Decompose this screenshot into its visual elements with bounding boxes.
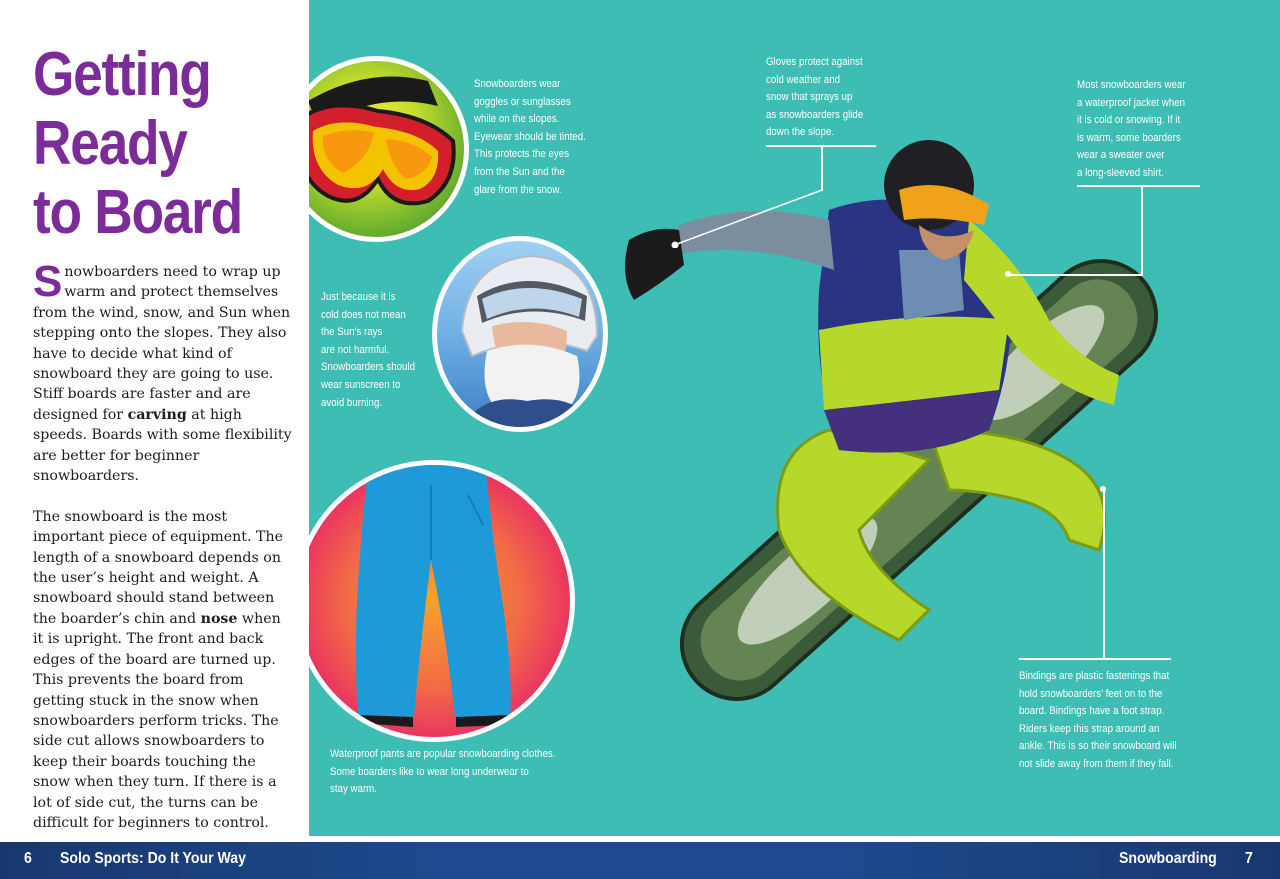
page-footer	[0, 836, 1280, 879]
left-page-number: 6	[24, 850, 32, 867]
pants-illustration	[309, 465, 575, 742]
caption-goggles-line: while on the slopes.	[474, 113, 560, 126]
right-page-number: 7	[1245, 850, 1253, 867]
caption-pants-line: Waterproof pants are popular snowboarding clothes.	[330, 748, 556, 760]
leader-dot-bindings	[1100, 486, 1106, 492]
title-line-1: Getting	[33, 40, 211, 109]
pants-photo-circle	[309, 460, 575, 742]
caption-pants-line: stay warm.	[330, 783, 377, 796]
caption-sunscreen-line: Snowboarders should	[321, 361, 415, 374]
leader-line-gloves-diagonal	[669, 188, 824, 248]
caption-sunscreen-line: cold does not mean	[321, 308, 406, 321]
caption-goggles-line: Snowboarders wear	[474, 78, 561, 90]
leader-line-jacket	[1141, 186, 1143, 276]
title-line-2: Ready	[33, 109, 187, 178]
caption-goggles	[474, 76, 586, 199]
caption-gloves-line: snow that sprays up	[766, 91, 853, 104]
caption-gloves-line: as snowboarders glide	[766, 108, 864, 121]
caption-jacket-line: a long-sleeved shirt.	[1077, 166, 1164, 179]
series-title: Solo Sports: Do It Your Way	[60, 850, 246, 867]
body-text	[33, 257, 295, 854]
caption-bindings-rule	[1019, 658, 1171, 660]
book-title: Snowboarding	[1119, 850, 1217, 867]
paragraph-2	[33, 507, 295, 834]
caption-goggles-line: from the Sun and the	[474, 165, 565, 178]
paragraph-1-text-a: nowboarders need to wrap up warm and protect themselves from the wind, snow, and Sun when stepping onto the slopes. They also have to decide what kind of snowboard they are going to use. Stiff boards are faster and are designed for	[33, 264, 291, 423]
snowboarder-face-illustration	[437, 241, 608, 432]
goggles-illustration	[309, 61, 469, 242]
caption-sunscreen-line: avoid burning.	[321, 396, 383, 409]
caption-pants-line: Some boarders like to wear long underwear to	[330, 765, 529, 778]
leader-line-gloves	[821, 146, 823, 191]
caption-bindings-line: Bindings are plastic fastenings that	[1019, 670, 1170, 682]
caption-gloves-line: Gloves protect against	[766, 56, 863, 68]
leader-line-bindings	[1103, 490, 1105, 660]
caption-sunscreen-line: wear sunscreen to	[321, 378, 401, 391]
caption-sunscreen-line: the Sun’s rays	[321, 326, 383, 339]
leader-line-jacket-horizontal	[1009, 274, 1142, 276]
caption-jacket-line: is warm, some boarders	[1077, 131, 1181, 144]
sunscreen-photo-circle	[432, 236, 608, 432]
caption-bindings-line: board. Bindings have a foot strap.	[1019, 705, 1165, 718]
caption-gloves-line: cold weather and	[766, 73, 841, 86]
goggles-photo-circle	[309, 56, 469, 242]
caption-jacket-line: it is cold or snowing. If it	[1077, 114, 1181, 127]
caption-sunscreen-line: are not harmful.	[321, 343, 390, 356]
caption-jacket	[1077, 77, 1186, 183]
caption-jacket-line: wear a sweater over	[1077, 149, 1165, 162]
caption-gloves-line: down the slope.	[766, 126, 835, 139]
paragraph-1-text-b: at high speeds. Boards with some flexibility are better for beginner snowboarders.	[33, 406, 292, 485]
leader-dot-jacket	[1005, 271, 1011, 277]
title-line-3: to Board	[33, 178, 242, 247]
paragraph-1	[33, 257, 295, 486]
paragraph-2-text-a: The snowboard is the most important piece of equipment. The length of a snowboard depends on the user’s height and weight. A snowboard should stand between the boarder’s chin and	[33, 508, 284, 627]
caption-sunscreen-line: Just because it is	[321, 291, 396, 303]
caption-jacket-rule	[1077, 185, 1200, 187]
paragraph-2-text-b: when it is upright. The front and back edges of the board are turned up. This prevents the board from getting stuck in the snow when snowboarders perform tricks. The side cut allows snowboarders to keep their boards touching the snow when they turn. If there is a lot of side cut, the turns can be difficult for beginners to control.	[33, 610, 281, 831]
caption-bindings-line: not slide away from them if they fall.	[1019, 757, 1174, 770]
drop-cap: S	[33, 257, 63, 306]
caption-goggles-line: Eyewear should be tinted.	[474, 130, 586, 143]
glossary-term-nose: nose	[200, 610, 238, 627]
caption-bindings-line: Riders keep this strap around an	[1019, 722, 1160, 735]
caption-bindings	[1019, 668, 1177, 774]
caption-sunscreen	[321, 289, 415, 412]
caption-bindings-line: ankle. This is so their snowboard will	[1019, 740, 1177, 753]
caption-goggles-line: glare from the snow.	[474, 183, 562, 196]
caption-jacket-line: a waterproof jacket when	[1077, 96, 1186, 109]
right-page	[309, 0, 1280, 836]
page-title	[33, 40, 265, 247]
caption-gloves	[766, 54, 863, 142]
caption-goggles-line: goggles or sunglasses	[474, 95, 571, 108]
left-page	[0, 0, 309, 836]
caption-pants	[330, 746, 555, 799]
caption-bindings-line: hold snowboarders’ feet on to the	[1019, 687, 1163, 700]
glossary-term-carving: carving	[127, 406, 187, 423]
caption-jacket-line: Most snowboarders wear	[1077, 79, 1186, 91]
caption-goggles-line: This protects the eyes	[474, 148, 570, 161]
